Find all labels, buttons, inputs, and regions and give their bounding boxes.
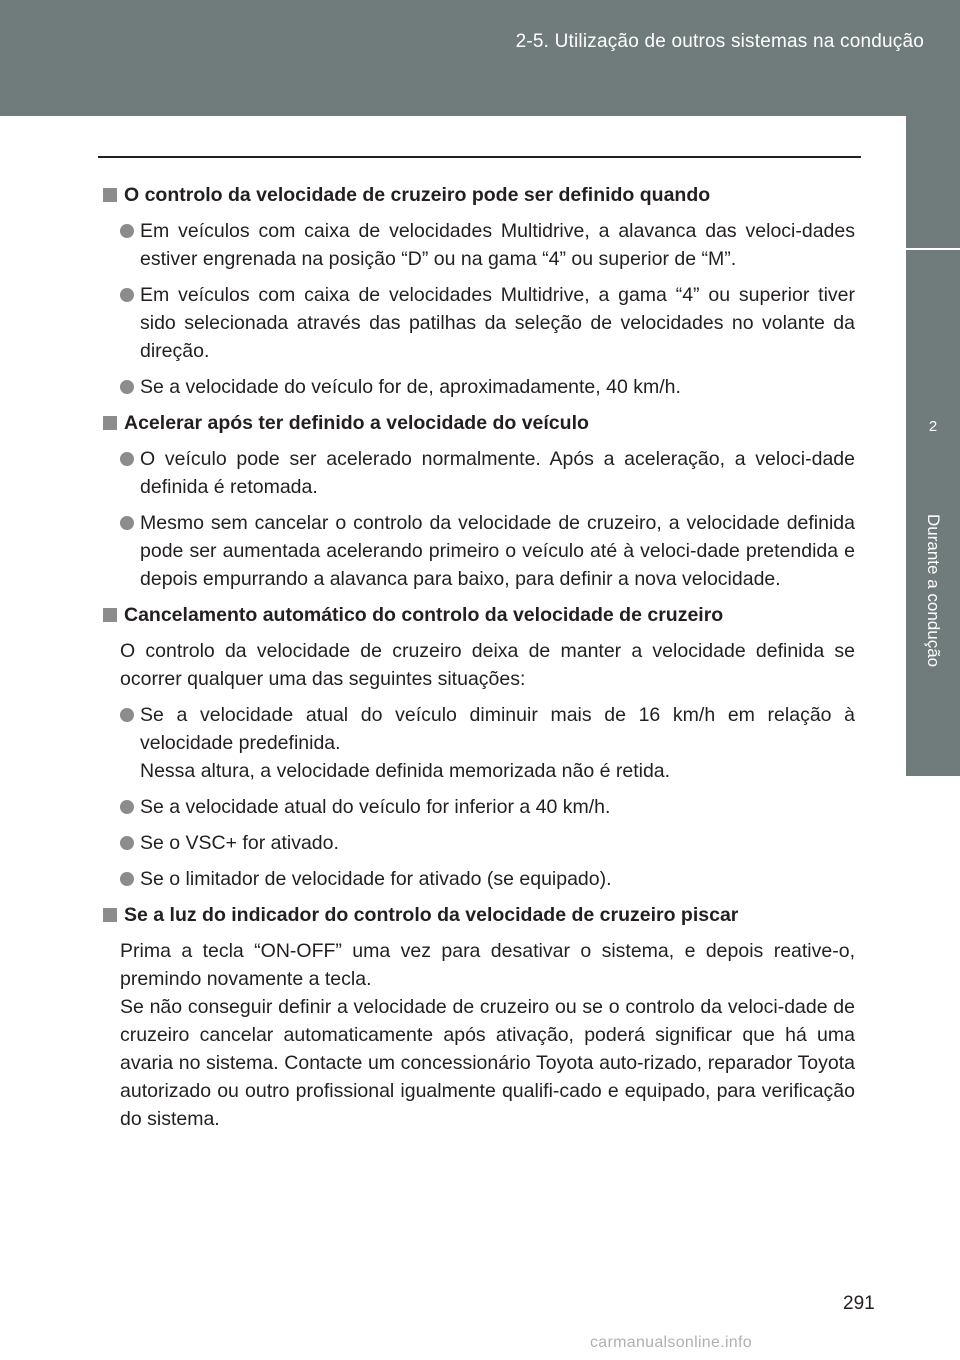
list-item <box>103 793 855 821</box>
header-bar <box>0 0 960 116</box>
list-item <box>103 829 855 857</box>
list-item <box>103 281 855 365</box>
side-tab-number: 2 <box>928 418 938 435</box>
section-heading <box>103 181 855 209</box>
section-heading-text: Se a luz do indicador do controlo da velocidade de cruzeiro piscar <box>124 904 739 926</box>
section-paragraph <box>103 937 855 1133</box>
chapter-title: 2-5. Utilização de outros sistemas na condução <box>515 31 924 52</box>
circle-bullet-icon <box>120 872 134 886</box>
side-tab-label-text: Durante a condução <box>924 514 943 668</box>
circle-bullet-icon <box>120 708 134 722</box>
section-cruise-set-conditions <box>103 181 855 401</box>
list-item <box>103 445 855 501</box>
list-item-text: Em veículos com caixa de velocidades Multidrive, a alavanca das veloci-dades estiver engrenada na posição “D” ou na gama “4” ou superior de “M”. <box>140 220 855 270</box>
list-item-text: Em veículos com caixa de velocidades Multidrive, a gama “4” ou superior tiver sido selecionada através das patilhas da seleção de velocidades no volante da direção. <box>140 284 855 362</box>
square-bullet-icon <box>103 188 117 202</box>
page-content <box>103 181 855 1141</box>
circle-bullet-icon <box>120 288 134 302</box>
square-bullet-icon <box>103 608 117 622</box>
list-item-text: Mesmo sem cancelar o controlo da velocidade de cruzeiro, a velocidade definida pode ser aumentada acelerando primeiro o veículo até à veloci-dade pretendida e depois empurrando a alavanca para baixo, para definir a nova velocidade. <box>140 512 855 590</box>
paragraph-line: Prima a tecla “ON-OFF” uma vez para desativar o sistema, e depois reative-o, premindo novamente a tecla. <box>120 940 855 990</box>
list-item-line: Se a velocidade atual do veículo diminuir mais de 16 km/h em relação à velocidade predefinida. <box>140 704 855 754</box>
watermark: carmanualsonline.info <box>590 1334 752 1351</box>
section-heading <box>103 901 855 929</box>
side-tab-label <box>911 496 955 686</box>
square-bullet-icon <box>103 416 117 430</box>
circle-bullet-icon <box>120 836 134 850</box>
section-automatic-cancel <box>103 601 855 893</box>
section-heading <box>103 601 855 629</box>
list-item-text: O veículo pode ser acelerado normalmente. Após a aceleração, a veloci-dade definida é retomada. <box>140 448 855 498</box>
list-item-line: Nessa altura, a velocidade definida memorizada não é retida. <box>140 760 671 782</box>
list-item <box>103 865 855 893</box>
section-heading-text: Cancelamento automático do controlo da velocidade de cruzeiro <box>124 604 724 626</box>
section-accelerate <box>103 409 855 593</box>
list-item-text: Se o VSC+ for ativado. <box>140 832 339 854</box>
circle-bullet-icon <box>120 800 134 814</box>
list-item-text: Se a velocidade atual do veículo for inferior a 40 km/h. <box>140 796 611 818</box>
section-intro: O controlo da velocidade de cruzeiro deixa de manter a velocidade definida se ocorrer qualquer uma das seguintes situações: <box>120 640 855 690</box>
top-rule <box>98 156 861 158</box>
circle-bullet-icon <box>120 516 134 530</box>
circle-bullet-icon <box>120 452 134 466</box>
section-heading-text: Acelerar após ter definido a velocidade do veículo <box>124 412 589 434</box>
side-tab-divider <box>906 248 960 250</box>
section-heading <box>103 409 855 437</box>
page-number: 291 <box>843 1293 875 1314</box>
list-item <box>103 373 855 401</box>
circle-bullet-icon <box>120 224 134 238</box>
list-item-text: Se o limitador de velocidade for ativado (se equipado). <box>140 868 612 890</box>
list-item <box>103 217 855 273</box>
circle-bullet-icon <box>120 380 134 394</box>
list-item <box>103 701 855 785</box>
section-indicator-flashing <box>103 901 855 1133</box>
paragraph-line: Se não conseguir definir a velocidade de cruzeiro ou se o controlo da veloci-dade de cruzeiro cancelar automaticamente após ativação, poderá significar que há uma avaria no sistema. Contacte um concessionário Toyota auto-rizado, reparador Toyota autorizado ou outro profissional igualmente qualifi-cado e equipado, para verificação do sistema. <box>120 996 855 1130</box>
square-bullet-icon <box>103 908 117 922</box>
section-heading-text: O controlo da velocidade de cruzeiro pode ser definido quando <box>124 184 711 206</box>
list-item-text <box>140 701 855 785</box>
list-item <box>103 509 855 593</box>
list-item-text: Se a velocidade do veículo for de, aproximadamente, 40 km/h. <box>140 376 681 398</box>
